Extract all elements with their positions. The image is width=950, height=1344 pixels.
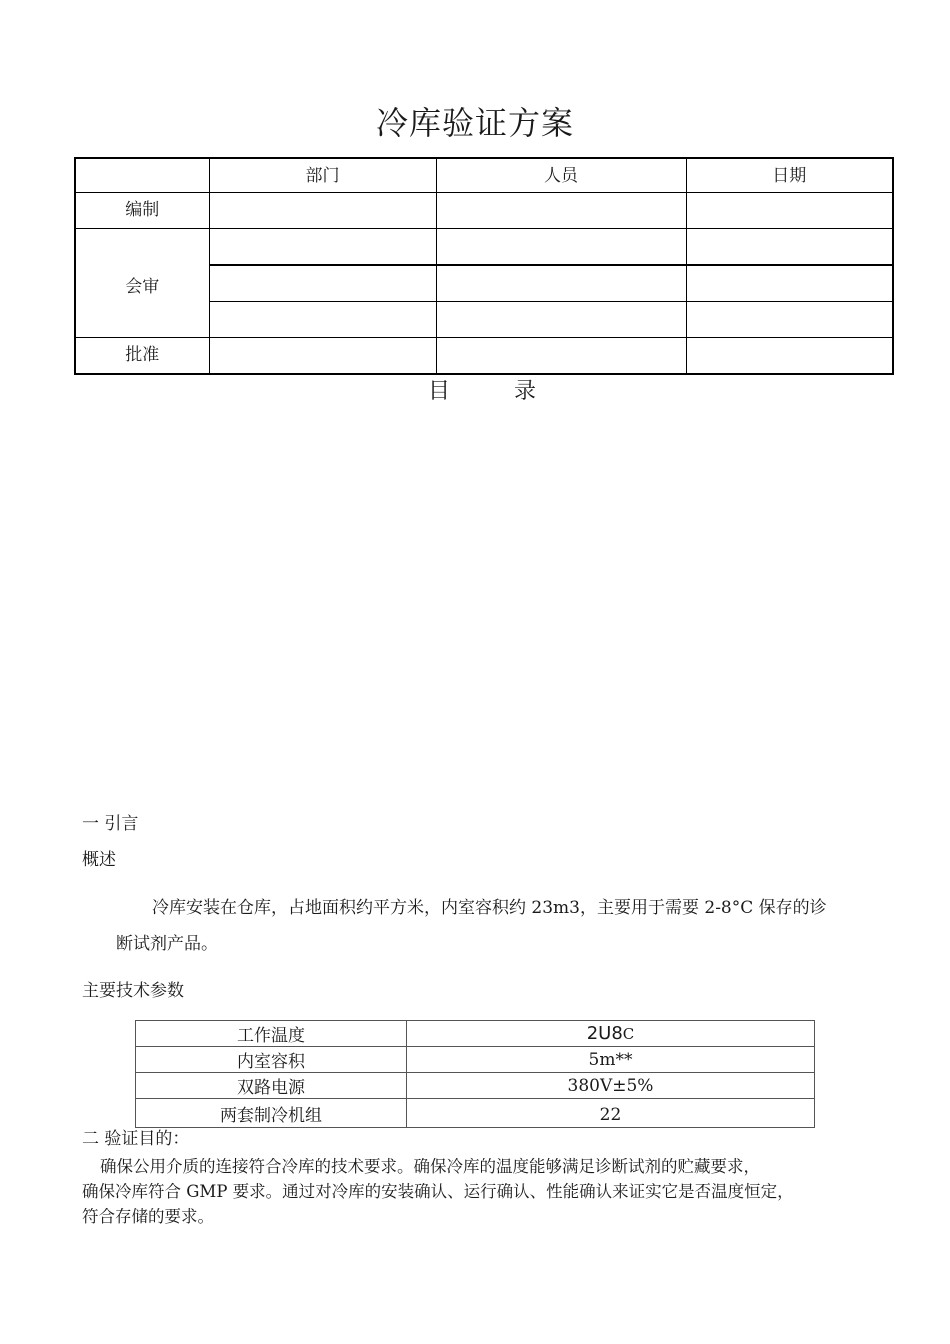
review-personnel-cell-1[interactable] <box>436 229 686 266</box>
section-2-line-3: 符合存储的要求。 <box>82 1207 214 1226</box>
overview-text-line-2: 断试剂产品。 <box>116 934 218 954</box>
tech-params-table <box>135 1020 815 1128</box>
section-2-line-1: 确保公用介质的连接符合冷库的技术要求。确保冷库的温度能够满足诊断试剂的贮藏要求， <box>100 1157 760 1176</box>
params-row <box>136 1073 815 1099</box>
params-row <box>136 1047 815 1073</box>
param-value-cell: 5m** <box>407 1047 815 1073</box>
tech-params-heading: 主要技术参数 <box>82 981 184 1001</box>
param-name-cell: 内室容积 <box>136 1047 407 1073</box>
param-name-cell: 双路电源 <box>136 1073 407 1099</box>
approval-header-row <box>75 158 893 193</box>
review-department-cell-1[interactable] <box>209 229 436 266</box>
section-2-line-2: 确保冷库符合 GMP 要求。通过对冷库的安装确认、运行确认、性能确认来证实它是否温度恒定， <box>82 1182 794 1201</box>
approve-department-cell[interactable] <box>209 338 436 375</box>
review-department-cell-2[interactable] <box>209 265 436 302</box>
param-value-cell: 380V±5% <box>407 1073 815 1099</box>
approve-personnel-cell[interactable] <box>436 338 686 375</box>
review-personnel-cell-3[interactable] <box>436 302 686 338</box>
review-date-cell-3[interactable] <box>686 302 893 338</box>
compile-date-cell[interactable] <box>686 193 893 229</box>
param-value-cell: 22 <box>407 1099 815 1128</box>
toc-heading <box>428 374 536 405</box>
header-cell-personnel: 人员 <box>436 158 686 193</box>
approval-row-compile <box>75 193 893 229</box>
review-date-cell-1[interactable] <box>686 229 893 266</box>
overview-heading: 概述 <box>82 850 116 870</box>
toc-char-2: 录 <box>514 379 537 404</box>
document-title: 冷库验证方案 <box>375 104 574 142</box>
row-label-approve: 批准 <box>75 338 209 375</box>
header-cell-date: 日期 <box>686 158 893 193</box>
row-label-compile: 编制 <box>75 193 209 229</box>
header-cell-department: 部门 <box>209 158 436 193</box>
review-date-cell-2[interactable] <box>686 265 893 302</box>
toc-char-1: 目 <box>428 379 451 404</box>
param-value-text: 2U8 <box>586 1023 623 1044</box>
review-department-cell-3[interactable] <box>209 302 436 338</box>
section-1-heading: 一 引言 <box>82 814 139 834</box>
param-value-cell <box>407 1021 815 1047</box>
compile-personnel-cell[interactable] <box>436 193 686 229</box>
approval-table <box>74 157 894 375</box>
approval-row-approve <box>75 338 893 375</box>
compile-department-cell[interactable] <box>209 193 436 229</box>
params-row <box>136 1021 815 1047</box>
param-name-cell: 两套制冷机组 <box>136 1099 407 1128</box>
approve-date-cell[interactable] <box>686 338 893 375</box>
header-cell-empty <box>75 158 209 193</box>
row-label-review: 会审 <box>75 229 209 338</box>
params-row <box>136 1099 815 1128</box>
review-personnel-cell-2[interactable] <box>436 265 686 302</box>
param-unit-text: C <box>622 1025 635 1043</box>
section-2-body <box>82 1154 882 1229</box>
param-name-cell: 工作温度 <box>136 1021 407 1047</box>
approval-row-review-1 <box>75 229 893 266</box>
section-2-heading: 二 验证目的： <box>82 1129 190 1149</box>
overview-text-line-1: 冷库安装在仓库，占地面积约平方米，内室容积约 23m3，主要用于需要 2-8°C 保存的诊 <box>152 898 827 918</box>
